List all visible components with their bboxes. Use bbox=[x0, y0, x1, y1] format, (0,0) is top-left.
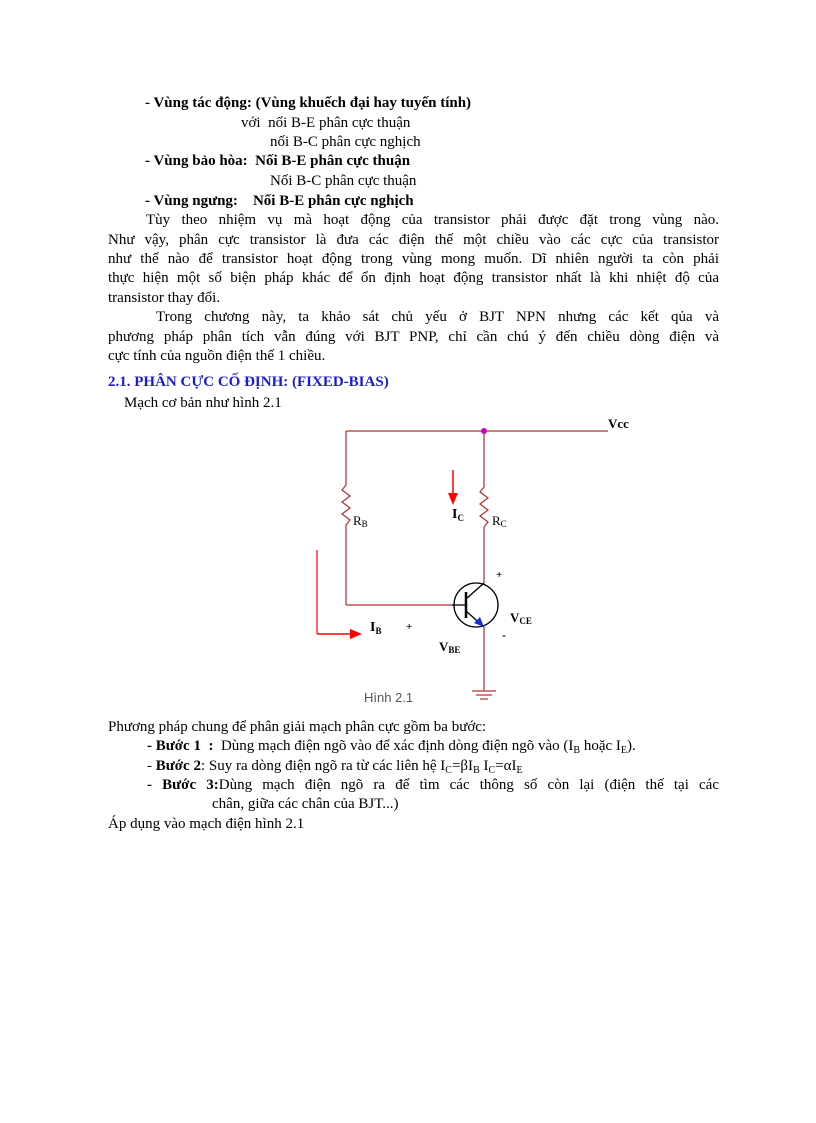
emitter-arrow bbox=[474, 617, 484, 627]
vbe-plus-sign: + bbox=[406, 621, 413, 633]
paragraph2-line: phương pháp phân tích vẫn đúng với BJT PNP, chỉ cần chú ý đến chiều dòng điện và bbox=[108, 329, 719, 345]
paragraph1-line: thực hiện một số biện pháp khác để ổn định hoạt động transistor nhất là khi nhiệt độ của bbox=[108, 270, 719, 286]
region-cutoff-cond1: Nối B-E phân cực nghịch bbox=[252, 193, 414, 209]
method-step3-cont: chân, giữa các chân của BJT...) bbox=[212, 796, 399, 812]
region-saturation-line bbox=[145, 152, 410, 171]
region-saturation-cond2: Nối B-C phân cực thuận bbox=[270, 173, 417, 189]
vcc-node bbox=[481, 428, 487, 434]
method-intro: Phương pháp chung để phân giải mạch phân cực gồm ba bước: bbox=[108, 719, 487, 735]
region-active-title: (Vùng khuếch đại hay tuyến tính) bbox=[255, 95, 472, 111]
apply-line: Áp dụng vào mạch điện hình 2.1 bbox=[108, 816, 305, 832]
region-saturation-label: - Vùng bảo hòa: bbox=[145, 153, 248, 169]
vce-minus-sign: - bbox=[502, 628, 506, 642]
region-active-cond2: nối B-C phân cực nghịch bbox=[270, 134, 421, 150]
rc-label: RC bbox=[492, 513, 507, 529]
paragraph1-line: Tùy theo nhiệm vụ mà hoạt động của transistor phải được đặt trong vùng nào. bbox=[146, 212, 719, 228]
vcc-label: Vcc bbox=[608, 416, 629, 431]
method-step2: - Bước 2: Suy ra dòng điện ngõ ra từ các liên hệ $I_C=\beta I_B$ $I_C=\alpha I_E$ bbox=[147, 758, 523, 776]
method-step1: - Bước 1 : Dùng mạch điện ngõ vào để xác định dòng điện ngõ vào ($I_B$ hoặc $I_E$). bbox=[147, 738, 636, 756]
region-cutoff-line bbox=[145, 192, 414, 211]
region-active-line bbox=[145, 94, 471, 113]
vce-label: VCE bbox=[510, 610, 532, 626]
region-cutoff-label: - Vùng ngưng: bbox=[145, 193, 238, 209]
region-active-label: - Vùng tác động: bbox=[145, 95, 252, 111]
circuit-diagram bbox=[300, 415, 629, 715]
section-intro: Mạch cơ bản như hình 2.1 bbox=[124, 395, 282, 411]
npn-transistor bbox=[452, 583, 498, 627]
rc-resistor bbox=[480, 487, 488, 527]
vbe-label: VBE bbox=[439, 639, 461, 655]
paragraph2-line: Trong chương này, ta khảo sát chủ yếu ở BJT NPN nhưng các kết qủa và bbox=[156, 309, 719, 325]
rb-resistor bbox=[342, 485, 350, 525]
region-saturation-cond1: Nối B-E phân cực thuận bbox=[255, 153, 411, 169]
ib-arrow bbox=[317, 550, 362, 639]
paragraph1-line: transistor thay đổi. bbox=[108, 290, 221, 306]
paragraph1-line: như thế nào để transistor hoạt động trong vùng mong muốn. Dĩ nhiên người ta còn phải bbox=[108, 251, 719, 267]
paragraph2-line: cực tính của nguồn điện thế 1 chiều. bbox=[108, 348, 326, 364]
rb-label: RB bbox=[353, 513, 368, 529]
ic-label: $I_C$ bbox=[452, 507, 464, 523]
ic-arrow bbox=[448, 470, 458, 505]
region-active-cond1: với nối B-E phân cực thuận bbox=[241, 115, 411, 131]
method-step3: - Bước 3:Dùng mạch điện ngõ ra để tìm các thông số còn lại (điện thế tại các bbox=[147, 777, 719, 793]
vce-plus-sign: + bbox=[496, 569, 503, 581]
ib-label: $I_B$ bbox=[370, 620, 382, 636]
ground-symbol bbox=[472, 691, 496, 699]
paragraph1-line: Như vậy, phân cực transistor là đưa các điện thế một chiều vào các cực của transistor bbox=[108, 232, 719, 248]
figure-caption: Hình 2.1 bbox=[364, 690, 414, 705]
section-heading: 2.1. PHÂN CỰC CỐ ĐỊNH: (FIXED-BIAS) bbox=[108, 374, 389, 390]
